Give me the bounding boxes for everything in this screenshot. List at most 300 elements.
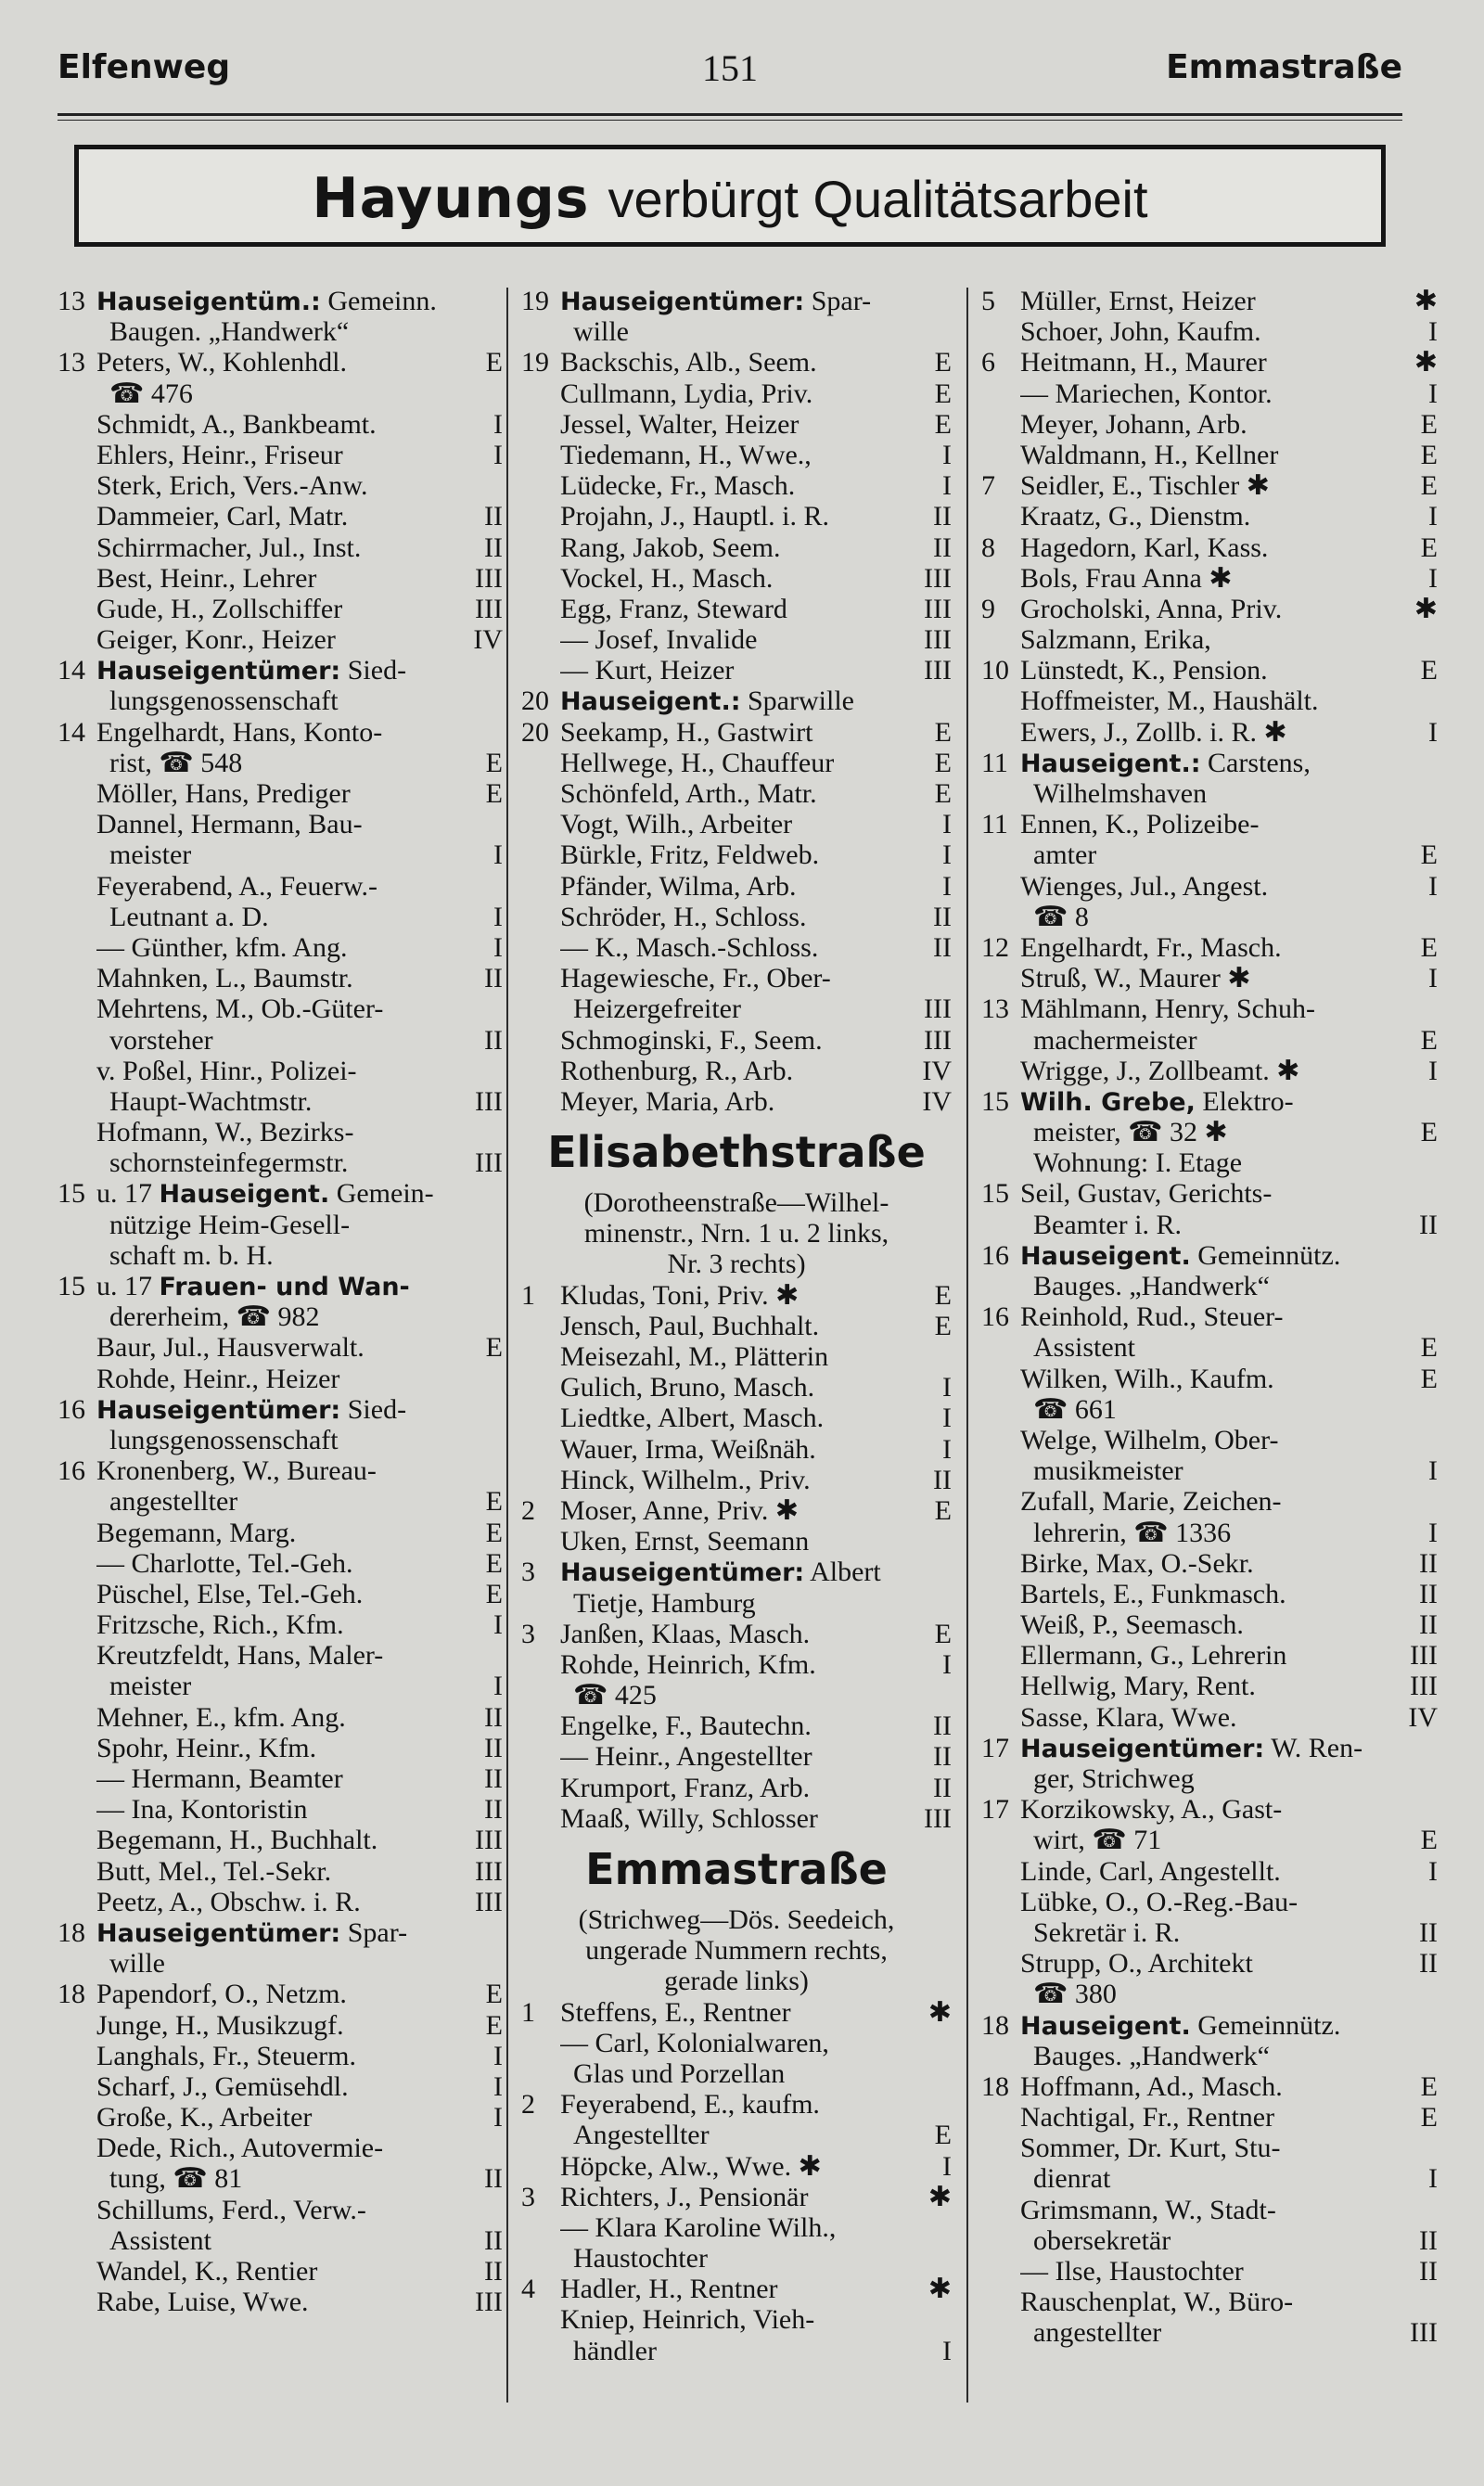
resident-entry: Feyerabend, A., Feuerw.- bbox=[96, 870, 377, 902]
advertisement-banner bbox=[74, 145, 1386, 247]
directory-entry-line bbox=[58, 1856, 503, 1887]
resident-entry: Vockel, H., Masch. bbox=[560, 562, 774, 594]
resident-entry: Steffens, E., Rentner bbox=[560, 1996, 791, 2028]
resident-entry: Baur, Jul., Hausverwalt. bbox=[96, 1332, 365, 1364]
resident-entry: Heitmann, H., Maurer bbox=[1020, 347, 1267, 378]
directory-entry-line bbox=[58, 1240, 503, 1271]
resident-entry: Rohde, Heinr., Heizer bbox=[96, 1363, 340, 1394]
directory-entry-line bbox=[521, 347, 952, 378]
resident-entry: Junge, H., Musikzugf. bbox=[96, 2009, 344, 2041]
resident-entry: ger, Strichweg bbox=[1033, 1763, 1195, 1794]
directory-entry-line bbox=[58, 594, 503, 624]
house-number: 19 bbox=[521, 286, 549, 316]
resident-entry: Leutnant a. D. bbox=[109, 901, 269, 932]
floor-marker: I bbox=[942, 1372, 952, 1403]
directory-entry-line bbox=[981, 1979, 1438, 2009]
floor-marker: II bbox=[484, 1732, 503, 1763]
floor-marker: II bbox=[484, 2256, 503, 2287]
directory-entry-line bbox=[58, 440, 503, 470]
resident-entry: Begemann, H., Buchhalt. bbox=[96, 1825, 378, 1856]
floor-marker: II bbox=[484, 963, 503, 994]
floor-marker: III bbox=[924, 1024, 952, 1056]
house-number: 16 bbox=[981, 1301, 1009, 1333]
resident-entry: dienrat bbox=[1033, 2163, 1111, 2195]
directory-entry-line bbox=[58, 1733, 503, 1763]
directory-entry-line bbox=[521, 409, 952, 440]
house-number: 14 bbox=[58, 716, 85, 748]
directory-entry-line bbox=[58, 2041, 503, 2071]
directory-entry-line bbox=[521, 1803, 952, 1834]
resident-entry: dererheim, ☎ 982 bbox=[109, 1301, 320, 1333]
directory-entry-line bbox=[981, 378, 1438, 409]
resident-entry: — Ina, Kontoristin bbox=[96, 1794, 308, 1826]
resident-entry: Hellwege, H., Chauffeur bbox=[560, 747, 835, 778]
street-description: minenstr., Nrn. 1 u. 2 links, bbox=[583, 1218, 889, 1249]
resident-entry: Gulich, Bruno, Masch. bbox=[560, 1372, 815, 1403]
floor-marker: E bbox=[485, 1332, 503, 1364]
resident-entry: ☎ 661 bbox=[1033, 1393, 1117, 1425]
floor-marker: I bbox=[1428, 562, 1438, 594]
floor-marker: II bbox=[1419, 1578, 1438, 1609]
floor-marker: I bbox=[493, 839, 503, 871]
header-street-right: Emmastraße bbox=[1166, 48, 1402, 86]
house-number: 7 bbox=[981, 470, 995, 502]
floor-marker: ✱ bbox=[928, 2181, 952, 2212]
directory-entry-line bbox=[58, 2071, 503, 2102]
resident-entry: händler bbox=[573, 2335, 657, 2366]
directory-entry-line bbox=[58, 1702, 503, 1733]
directory-entry-line bbox=[521, 594, 952, 624]
floor-marker: II bbox=[933, 1741, 952, 1773]
floor-marker: III bbox=[924, 655, 952, 686]
resident-entry: Schröder, H., Schloss. bbox=[560, 901, 807, 932]
resident-entry: — Charlotte, Tel.-Geh. bbox=[96, 1547, 353, 1579]
resident-entry: Bols, Frau Anna ✱ bbox=[1020, 562, 1233, 594]
resident-entry: Kraatz, G., Dienstm. bbox=[1020, 501, 1251, 532]
resident-entry: Liedtke, Albert, Masch. bbox=[560, 1403, 825, 1434]
floor-marker: III bbox=[475, 593, 503, 624]
directory-entry-line bbox=[521, 1588, 952, 1619]
directory-column-3 bbox=[981, 286, 1438, 2349]
page-number: 151 bbox=[702, 47, 758, 89]
resident-entry: Egg, Franz, Steward bbox=[560, 593, 787, 624]
house-number: 19 bbox=[521, 347, 549, 378]
resident-entry: Backschis, Alb., Seem. bbox=[560, 347, 817, 378]
directory-entry-line bbox=[981, 624, 1438, 655]
floor-marker: I bbox=[493, 2070, 503, 2102]
directory-entry-line bbox=[981, 1178, 1438, 1209]
floor-marker: II bbox=[484, 532, 503, 563]
directory-entry-line bbox=[981, 839, 1438, 870]
resident-entry: ☎ 425 bbox=[573, 1680, 657, 1711]
house-number: 10 bbox=[981, 655, 1009, 686]
resident-entry: Salzmann, Erika, bbox=[1020, 624, 1211, 656]
resident-entry: Wilken, Wilh., Kaufm. bbox=[1020, 1363, 1274, 1394]
directory-entry-line bbox=[981, 409, 1438, 440]
house-number: 16 bbox=[58, 1393, 85, 1425]
house-number: 8 bbox=[981, 532, 995, 563]
resident-entry: wille bbox=[109, 1948, 165, 1980]
floor-marker: II bbox=[1419, 2224, 1438, 2256]
floor-marker: II bbox=[484, 501, 503, 532]
resident-entry: Hauseigent. Gemeinnütz. bbox=[1020, 2009, 1341, 2041]
directory-entry-line bbox=[981, 1733, 1438, 1763]
resident-entry: Sterk, Erich, Vers.-Anw. bbox=[96, 470, 368, 502]
directory-entry-line bbox=[981, 717, 1438, 748]
directory-entry-line bbox=[58, 470, 503, 501]
directory-entry-line bbox=[58, 902, 503, 932]
resident-entry: meister bbox=[109, 1671, 192, 1702]
resident-entry: lungsgenossenschaft bbox=[109, 686, 339, 717]
resident-entry: Ewers, J., Zollb. i. R. ✱ bbox=[1020, 716, 1287, 748]
resident-entry: Ehlers, Heinr., Friseur bbox=[96, 439, 343, 470]
resident-entry: Mehrtens, M., Ob.-Güter- bbox=[96, 993, 384, 1025]
directory-entry-line bbox=[981, 1117, 1438, 1147]
directory-entry-line bbox=[521, 2274, 952, 2304]
resident-entry: Best, Heinr., Lehrer bbox=[96, 562, 317, 594]
directory-entry-line bbox=[521, 1025, 952, 1056]
floor-marker: II bbox=[484, 2224, 503, 2256]
directory-entry-line bbox=[521, 286, 952, 316]
resident-entry: u. 17 Frauen- und Wan- bbox=[96, 1271, 410, 1301]
resident-entry: Bartels, E., Funkmasch. bbox=[1020, 1578, 1286, 1609]
directory-entry-line bbox=[981, 1887, 1438, 1917]
resident-entry: Ellermann, G., Lehrerin bbox=[1020, 1640, 1287, 1672]
resident-entry: Bauges. „Handwerk“ bbox=[1033, 1271, 1270, 1301]
street-heading: Emmastraße bbox=[585, 1844, 888, 1894]
floor-marker: IV bbox=[922, 1085, 952, 1117]
resident-entry: Hagewiesche, Fr., Ober- bbox=[560, 963, 831, 994]
resident-entry: Baugen. „Handwerk“ bbox=[109, 316, 350, 348]
directory-entry-line bbox=[58, 1609, 503, 1640]
resident-entry: Schillums, Ferd., Verw.- bbox=[96, 2194, 366, 2225]
resident-entry: Feyerabend, E., kaufm. bbox=[560, 2089, 820, 2121]
directory-entry-line bbox=[58, 1117, 503, 1147]
directory-entry-line bbox=[58, 809, 503, 839]
directory-entry-line bbox=[981, 993, 1438, 1024]
directory-entry-line bbox=[981, 655, 1438, 686]
directory-entry-line bbox=[521, 1680, 952, 1711]
directory-entry-line bbox=[58, 1640, 503, 1671]
resident-entry: Welge, Wilhelm, Ober- bbox=[1020, 1424, 1279, 1455]
directory-entry-line bbox=[981, 2163, 1438, 2194]
floor-marker: II bbox=[484, 1024, 503, 1056]
resident-entry: Haustochter bbox=[573, 2243, 708, 2275]
floor-marker: I bbox=[493, 439, 503, 470]
floor-marker: E bbox=[1420, 839, 1438, 871]
directory-entry-line bbox=[58, 624, 503, 655]
header-street-left: Elfenweg bbox=[58, 48, 231, 86]
resident-entry: Hellwig, Mary, Rent. bbox=[1020, 1671, 1256, 1702]
directory-entry-line bbox=[521, 1434, 952, 1465]
floor-marker: II bbox=[484, 1794, 503, 1826]
directory-entry-line bbox=[981, 2071, 1438, 2102]
floor-marker: II bbox=[484, 1701, 503, 1733]
resident-entry: Schmoginski, F., Seem. bbox=[560, 1024, 823, 1056]
directory-entry-line bbox=[58, 532, 503, 563]
floor-marker: III bbox=[475, 562, 503, 594]
floor-marker: E bbox=[1420, 439, 1438, 470]
directory-entry-line bbox=[521, 963, 952, 993]
directory-entry-line bbox=[58, 1763, 503, 1794]
directory-entry-line bbox=[521, 1741, 952, 1772]
floor-marker: II bbox=[1419, 1547, 1438, 1579]
floor-marker: II bbox=[933, 931, 952, 963]
house-number: 15 bbox=[58, 1178, 85, 1210]
resident-entry: Cullmann, Lydia, Priv. bbox=[560, 378, 813, 409]
resident-entry: Richters, J., Pensionär bbox=[560, 2181, 809, 2212]
directory-entry-line bbox=[58, 1579, 503, 1609]
resident-entry: Püschel, Else, Tel.-Geh. bbox=[96, 1578, 364, 1609]
floor-marker: E bbox=[1420, 2102, 1438, 2134]
floor-marker: III bbox=[924, 593, 952, 624]
resident-entry: — Kurt, Heizer bbox=[560, 655, 735, 686]
floor-marker: E bbox=[1420, 470, 1438, 502]
resident-entry: Hauseigentümer: Sied- bbox=[96, 655, 407, 686]
directory-entry-line bbox=[981, 1856, 1438, 1887]
resident-entry: Schönfeld, Arth., Matr. bbox=[560, 778, 817, 809]
resident-entry: Heizergefreiter bbox=[573, 993, 741, 1025]
directory-entry-line bbox=[981, 2225, 1438, 2256]
resident-entry: wille bbox=[573, 316, 629, 348]
directory-entry-line bbox=[981, 2010, 1438, 2041]
floor-marker: ✱ bbox=[1414, 593, 1438, 624]
resident-entry: obersekretär bbox=[1033, 2224, 1171, 2256]
floor-marker: E bbox=[485, 347, 503, 378]
floor-marker: I bbox=[493, 2102, 503, 2134]
floor-marker: III bbox=[475, 1825, 503, 1856]
directory-entry-line bbox=[58, 501, 503, 532]
directory-entry-line bbox=[981, 1794, 1438, 1825]
directory-entry-line bbox=[981, 963, 1438, 993]
resident-entry: Bauges. „Handwerk“ bbox=[1033, 2040, 1270, 2071]
floor-marker: E bbox=[485, 2009, 503, 2041]
house-number: 16 bbox=[981, 1239, 1009, 1271]
resident-entry: Rothenburg, R., Arb. bbox=[560, 1055, 794, 1086]
resident-entry: Assistent bbox=[109, 2224, 212, 2256]
directory-entry-line bbox=[58, 563, 503, 594]
resident-entry: Dammeier, Carl, Matr. bbox=[96, 501, 349, 532]
floor-marker: III bbox=[475, 1855, 503, 1887]
resident-entry: — Ilse, Haustochter bbox=[1020, 2256, 1244, 2287]
floor-marker: II bbox=[1419, 1948, 1438, 1980]
resident-entry: Hinck, Wilhelm., Priv. bbox=[560, 1464, 811, 1495]
directory-entry-line bbox=[58, 378, 503, 409]
resident-entry: Rohde, Heinrich, Kfm. bbox=[560, 1648, 816, 1680]
resident-entry: rist, ☎ 548 bbox=[109, 747, 243, 778]
street-description: (Dorotheenstraße—Wilhel- bbox=[583, 1187, 889, 1219]
floor-marker: E bbox=[934, 1618, 952, 1649]
floor-marker: E bbox=[934, 716, 952, 748]
directory-entry-line bbox=[521, 440, 952, 470]
directory-entry-line bbox=[58, 1210, 503, 1240]
floor-marker: E bbox=[1420, 2070, 1438, 2102]
floor-marker: I bbox=[1428, 963, 1438, 994]
resident-entry: angestellter bbox=[109, 1486, 238, 1518]
floor-marker: III bbox=[1410, 1640, 1438, 1672]
directory-entry-line bbox=[981, 809, 1438, 839]
directory-entry-line bbox=[58, 932, 503, 963]
resident-entry: machermeister bbox=[1033, 1024, 1197, 1056]
street-description: Nr. 3 rechts) bbox=[667, 1249, 806, 1280]
resident-entry: Strupp, O., Architekt bbox=[1020, 1948, 1253, 1980]
resident-entry: Hoffmann, Ad., Masch. bbox=[1020, 2070, 1283, 2102]
directory-entry-line bbox=[58, 409, 503, 440]
directory-entry-line bbox=[981, 1147, 1438, 1178]
directory-entry-line bbox=[521, 778, 952, 809]
resident-entry: — Josef, Invalide bbox=[560, 624, 758, 656]
directory-entry-line bbox=[521, 316, 952, 347]
resident-entry: — Günther, kfm. Ang. bbox=[96, 931, 348, 963]
directory-entry-line bbox=[521, 717, 952, 748]
directory-entry-line bbox=[58, 963, 503, 993]
floor-marker: E bbox=[485, 1979, 503, 2010]
directory-entry-line bbox=[521, 563, 952, 594]
directory-entry-line bbox=[58, 1364, 503, 1394]
floor-marker: I bbox=[942, 1403, 952, 1434]
directory-entry-line bbox=[58, 1948, 503, 1979]
floor-marker: E bbox=[934, 778, 952, 809]
directory-entry-line bbox=[981, 1025, 1438, 1056]
floor-marker: I bbox=[942, 1433, 952, 1465]
resident-entry: Hauseigent. Gemeinnütz. bbox=[1020, 1239, 1341, 1271]
floor-marker: ✱ bbox=[928, 2274, 952, 2305]
resident-entry: angestellter bbox=[1033, 2317, 1162, 2349]
directory-entry-line bbox=[521, 655, 952, 686]
directory-entry-line bbox=[58, 993, 503, 1024]
house-number: 2 bbox=[521, 2089, 535, 2121]
floor-marker: I bbox=[942, 870, 952, 902]
house-number: 18 bbox=[981, 2070, 1009, 2102]
floor-marker: I bbox=[942, 470, 952, 502]
floor-marker: III bbox=[1410, 1671, 1438, 1702]
floor-marker: E bbox=[485, 1578, 503, 1609]
resident-entry: Birke, Max, O.-Sekr. bbox=[1020, 1547, 1254, 1579]
directory-entry-line bbox=[981, 2317, 1438, 2348]
floor-marker: E bbox=[1420, 532, 1438, 563]
resident-entry: Bürkle, Fritz, Feldweb. bbox=[560, 839, 820, 871]
house-number: 15 bbox=[981, 1085, 1009, 1117]
resident-entry: Mahnken, L., Baumstr. bbox=[96, 963, 353, 994]
ad-slogan: verbürgt Qualitätsarbeit bbox=[608, 170, 1148, 228]
resident-entry: Meyer, Maria, Arb. bbox=[560, 1085, 775, 1117]
house-number: 14 bbox=[58, 655, 85, 686]
resident-entry: Hadler, H., Rentner bbox=[560, 2274, 778, 2305]
directory-entry-line bbox=[981, 2133, 1438, 2163]
floor-marker: ✱ bbox=[1414, 286, 1438, 316]
floor-marker: II bbox=[933, 501, 952, 532]
floor-marker: II bbox=[1419, 2256, 1438, 2287]
directory-entry-line bbox=[58, 655, 503, 686]
directory-entry-line bbox=[521, 1056, 952, 1086]
directory-entry-line bbox=[521, 378, 952, 409]
floor-marker: II bbox=[933, 1772, 952, 1803]
resident-entry: Linde, Carl, Angestellt. bbox=[1020, 1855, 1281, 1887]
resident-entry: Uken, Ernst, Seemann bbox=[560, 1526, 810, 1557]
resident-entry: meister, ☎ 32 ✱ bbox=[1033, 1117, 1228, 1148]
street-description: (Strichweg—Dös. Seedeich, bbox=[578, 1904, 895, 1935]
directory-entry-line bbox=[981, 2256, 1438, 2287]
resident-entry: Jensch, Paul, Buchhalt. bbox=[560, 1310, 820, 1341]
resident-entry: schornsteinfegermstr. bbox=[109, 1147, 349, 1179]
directory-entry-line bbox=[521, 2151, 952, 2182]
directory-entry-line bbox=[981, 1609, 1438, 1640]
directory-entry-line bbox=[981, 286, 1438, 316]
resident-entry: Große, K., Arbeiter bbox=[96, 2102, 313, 2134]
floor-marker: II bbox=[933, 901, 952, 932]
directory-entry-line bbox=[58, 2133, 503, 2163]
resident-entry: Hagedorn, Karl, Kass. bbox=[1020, 532, 1269, 563]
directory-entry-line bbox=[981, 347, 1438, 378]
house-number: 13 bbox=[58, 286, 85, 316]
resident-entry: Sommer, Dr. Kurt, Stu- bbox=[1020, 2133, 1281, 2164]
floor-marker: I bbox=[1428, 501, 1438, 532]
resident-entry: Assistent bbox=[1033, 1332, 1136, 1364]
house-number: 18 bbox=[58, 1916, 85, 1948]
resident-entry: Schmidt, A., Bankbeamt. bbox=[96, 408, 377, 440]
directory-entry-line bbox=[521, 1311, 952, 1341]
directory-entry-line bbox=[521, 839, 952, 870]
directory-entry-line bbox=[521, 1495, 952, 1526]
resident-entry: Gude, H., Zollschiffer bbox=[96, 593, 343, 624]
resident-entry: Wohnung: I. Etage bbox=[1033, 1147, 1243, 1179]
floor-marker: I bbox=[493, 408, 503, 440]
resident-entry: Möller, Hans, Prediger bbox=[96, 778, 351, 809]
directory-entry-line bbox=[521, 624, 952, 655]
floor-marker: E bbox=[1420, 1332, 1438, 1364]
resident-entry: Haupt-Wachtmstr. bbox=[109, 1085, 313, 1117]
resident-entry: lungsgenossenschaft bbox=[109, 1424, 339, 1455]
resident-entry: meister bbox=[109, 839, 192, 871]
resident-entry: Rauschenplat, W., Büro- bbox=[1020, 2287, 1294, 2318]
resident-entry: v. Poßel, Hinr., Polizei- bbox=[96, 1055, 357, 1086]
floor-marker: E bbox=[934, 408, 952, 440]
resident-entry: Maaß, Willy, Schlosser bbox=[560, 1802, 818, 1834]
resident-entry: u. 17 Hauseigent. Gemein- bbox=[96, 1178, 434, 1210]
house-number: 18 bbox=[981, 2009, 1009, 2041]
directory-entry-line bbox=[521, 1711, 952, 1741]
resident-entry: Fritzsche, Rich., Kfm. bbox=[96, 1609, 344, 1641]
resident-entry: Höpcke, Alw., Wwe. ✱ bbox=[560, 2150, 822, 2182]
floor-marker: I bbox=[1428, 378, 1438, 409]
directory-entry-line bbox=[58, 1518, 503, 1548]
resident-entry: Grimsmann, W., Stadt- bbox=[1020, 2194, 1276, 2225]
directory-entry-line bbox=[521, 1773, 952, 1803]
resident-entry: Spohr, Heinr., Kfm. bbox=[96, 1732, 317, 1763]
resident-entry: Dannel, Hermann, Bau- bbox=[96, 809, 363, 840]
directory-entry-line bbox=[981, 1548, 1438, 1579]
floor-marker: II bbox=[933, 1464, 952, 1495]
directory-entry-line bbox=[58, 1147, 503, 1178]
resident-entry: Moser, Anne, Priv. ✱ bbox=[560, 1494, 799, 1526]
house-number: 20 bbox=[521, 716, 549, 748]
resident-entry: Kniep, Heinrich, Vieh- bbox=[560, 2304, 815, 2336]
resident-entry: Sasse, Klara, Wwe. bbox=[1020, 1701, 1237, 1733]
house-number: 17 bbox=[981, 1732, 1009, 1763]
directory-entry-line bbox=[981, 778, 1438, 809]
floor-marker: III bbox=[475, 1147, 503, 1179]
directory-entry-line bbox=[981, 1486, 1438, 1517]
directory-entry-line bbox=[521, 1619, 952, 1649]
directory-entry-line bbox=[981, 2102, 1438, 2133]
resident-entry: Wilh. Grebe, Elektro- bbox=[1020, 1085, 1294, 1117]
directory-entry-line bbox=[981, 316, 1438, 347]
directory-entry-line bbox=[981, 1056, 1438, 1086]
resident-entry: Pfänder, Wilma, Arb. bbox=[560, 870, 797, 902]
directory-entry-line bbox=[58, 839, 503, 870]
house-number: 3 bbox=[521, 1618, 535, 1649]
floor-marker: ✱ bbox=[928, 1996, 952, 2028]
